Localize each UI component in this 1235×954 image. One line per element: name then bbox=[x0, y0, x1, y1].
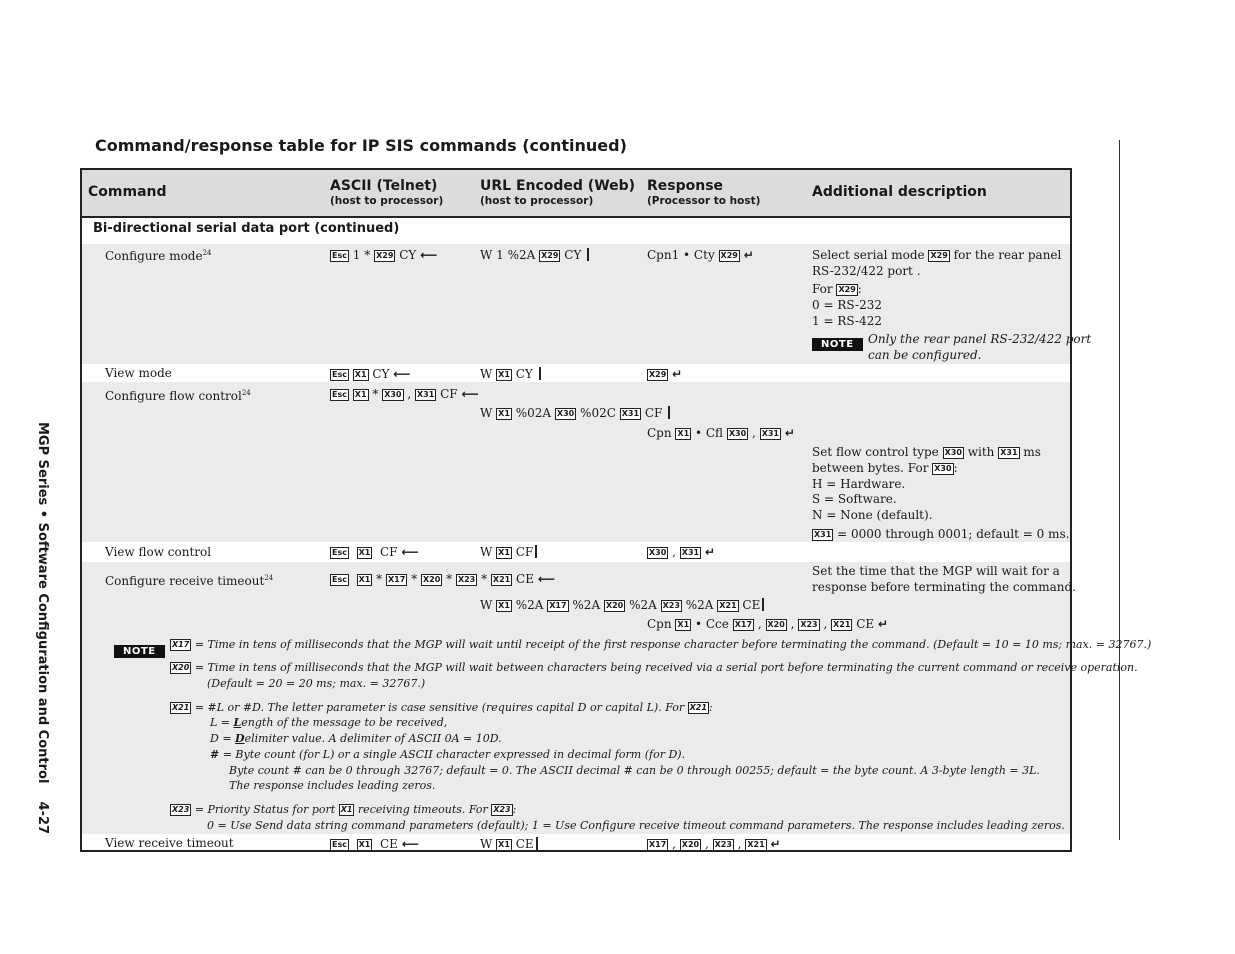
var-x29: X29 bbox=[649, 370, 667, 379]
url-configure-flow bbox=[480, 405, 670, 421]
var-x20: X20 bbox=[172, 663, 190, 672]
header-response-label: Response bbox=[647, 178, 724, 194]
response-text: Cpn bbox=[647, 617, 672, 631]
desc-configure-mode-2: RS-232/422 port . bbox=[812, 264, 921, 278]
note-text: L bbox=[233, 716, 242, 729]
var-x29: X29 bbox=[720, 251, 738, 260]
url-text: CY bbox=[515, 367, 533, 381]
note-text: D bbox=[235, 732, 245, 745]
ascii-text: * bbox=[376, 572, 383, 586]
ascii-text: CE bbox=[516, 572, 534, 586]
ascii-text: , bbox=[407, 387, 412, 401]
var-x21: X21 bbox=[719, 601, 737, 610]
url-text: %2A bbox=[572, 598, 601, 612]
var-x1: X1 bbox=[498, 548, 510, 557]
url-text: %2A bbox=[629, 598, 657, 612]
var-x23: X23 bbox=[800, 620, 818, 629]
note-label: NOTE bbox=[812, 338, 863, 351]
response-text: CE bbox=[856, 617, 875, 631]
command-table bbox=[80, 168, 1152, 852]
resp-configure-timeout bbox=[647, 616, 888, 632]
url-text: W bbox=[480, 406, 493, 420]
cmd-configure-timeout-label: Configure receive timeout bbox=[105, 574, 265, 588]
cmd-configure-flow bbox=[105, 385, 251, 404]
ascii-text: CF bbox=[379, 545, 398, 559]
ascii-text: * bbox=[372, 387, 379, 401]
esc-key: Esc bbox=[332, 548, 347, 557]
var-x31: X31 bbox=[416, 390, 435, 399]
cmd-configure-mode bbox=[105, 245, 212, 264]
header-description-label: Additional description bbox=[812, 184, 987, 200]
var-x31: X31 bbox=[1000, 448, 1018, 457]
note-text: = Byte count (for L) or a single ASCII character expressed in decimal form (for D). bbox=[222, 748, 686, 761]
var-x20: X20 bbox=[767, 620, 785, 629]
esc-key: Esc bbox=[332, 390, 347, 399]
var-x20: X20 bbox=[605, 601, 624, 610]
resp-configure-mode bbox=[647, 247, 754, 263]
pipe-icon bbox=[587, 248, 589, 261]
desc-text: = 0000 through 0001; default = 0 ms. bbox=[837, 527, 1070, 541]
note-text: = Time in tens of milliseconds that the MGP will wait until receipt of the first response character before terminating the command. (Default = 10 = 10 ms; max. = 32767.) bbox=[194, 638, 1152, 651]
desc-configure-mode-1 bbox=[812, 247, 1061, 263]
ascii-text: * bbox=[481, 572, 488, 586]
note-text: L = bbox=[210, 716, 231, 729]
footnote-ref: 24 bbox=[202, 249, 212, 257]
cmd-view-mode: View mode bbox=[105, 366, 172, 380]
url-text: %02A bbox=[515, 406, 552, 420]
response-text: , bbox=[672, 545, 676, 559]
var-x17: X17 bbox=[649, 840, 667, 849]
var-x1: X1 bbox=[354, 390, 367, 399]
note-configure-mode-2: can be configured. bbox=[868, 348, 982, 362]
header-command bbox=[88, 184, 167, 200]
var-x1: X1 bbox=[677, 429, 690, 438]
response-text: Cpn bbox=[647, 426, 672, 440]
right-margin-rule bbox=[1119, 140, 1120, 840]
response-text: , bbox=[823, 617, 828, 631]
var-x21: X21 bbox=[689, 703, 707, 712]
var-x30: X30 bbox=[649, 548, 667, 557]
url-configure-mode bbox=[480, 247, 589, 263]
page-number: 4-27 bbox=[35, 801, 50, 835]
note-x23-b: 0 = Use Send data string command parameters (default); 1 = Use Configure receive timeout command parameters. The response includes leading zeros. bbox=[207, 819, 1065, 832]
note-badge bbox=[114, 639, 165, 658]
var-x30: X30 bbox=[556, 409, 575, 418]
url-text: CE bbox=[515, 837, 534, 851]
desc-text: for the rear panel bbox=[953, 248, 1062, 262]
var-x1: X1 bbox=[354, 370, 367, 379]
header-description bbox=[812, 184, 987, 200]
var-x21: X21 bbox=[492, 575, 511, 584]
note-x21-a bbox=[170, 700, 713, 716]
ascii-view-mode bbox=[330, 366, 411, 382]
url-text: W bbox=[480, 837, 493, 851]
footnote-ref: 24 bbox=[264, 574, 274, 582]
desc-text: : bbox=[953, 461, 958, 475]
var-x29: X29 bbox=[930, 251, 948, 260]
var-x17: X17 bbox=[388, 575, 406, 584]
var-x1: X1 bbox=[358, 840, 371, 849]
section-title: Bi-directional serial data port (continued) bbox=[93, 221, 400, 236]
var-x1: X1 bbox=[498, 840, 510, 849]
left-arrow-icon: ⟵ bbox=[401, 837, 419, 851]
desc-configure-timeout-1: Set the time that the MGP will wait for a bbox=[812, 564, 1060, 578]
return-arrow-icon: ↵ bbox=[770, 837, 781, 851]
ascii-configure-mode bbox=[330, 247, 437, 263]
var-x1: X1 bbox=[498, 370, 510, 379]
url-text: W 1 %2A bbox=[480, 248, 536, 262]
note-configure-mode-1: Only the rear panel RS-232/422 port bbox=[868, 332, 1092, 346]
note-x21-l bbox=[210, 715, 447, 731]
desc-configure-flow-1 bbox=[812, 444, 1041, 460]
note-x21-d bbox=[210, 731, 502, 747]
var-x17: X17 bbox=[549, 601, 567, 610]
note-x20-a bbox=[170, 660, 1138, 676]
pipe-icon bbox=[668, 406, 670, 419]
url-text: %02C bbox=[580, 406, 616, 420]
var-x20: X20 bbox=[422, 575, 441, 584]
desc-configure-mode-5: 1 = RS-422 bbox=[812, 314, 882, 328]
desc-configure-flow-4: S = Software. bbox=[812, 492, 897, 506]
esc-key: Esc bbox=[332, 840, 347, 849]
var-x31: X31 bbox=[814, 530, 832, 539]
return-arrow-icon: ↵ bbox=[704, 545, 715, 559]
note-label: NOTE bbox=[114, 645, 165, 658]
url-text: %2A bbox=[685, 598, 714, 612]
side-label: MGP Series • Software Configuration and Control bbox=[35, 422, 50, 784]
left-arrow-icon: ⟵ bbox=[461, 387, 479, 401]
ascii-text: 1 * bbox=[352, 248, 371, 262]
url-text: CF bbox=[644, 406, 663, 420]
url-text: CE bbox=[742, 598, 761, 612]
var-x1: X1 bbox=[677, 620, 690, 629]
ascii-text: * bbox=[411, 572, 418, 586]
header-url-label: URL Encoded (Web) bbox=[480, 178, 636, 194]
side-running-header bbox=[32, 422, 50, 852]
footnote-ref: 24 bbox=[241, 389, 251, 397]
response-text: , bbox=[672, 837, 676, 851]
ascii-text: * bbox=[446, 572, 453, 586]
var-x23: X23 bbox=[172, 805, 190, 814]
url-view-mode bbox=[480, 366, 541, 382]
response-text: , bbox=[757, 617, 762, 631]
note-text: D = bbox=[210, 732, 232, 745]
header-ascii bbox=[330, 178, 443, 207]
header-ascii-sublabel: (host to processor) bbox=[330, 195, 444, 207]
var-x23: X23 bbox=[714, 840, 732, 849]
var-x1: X1 bbox=[498, 601, 510, 610]
url-text: W bbox=[480, 545, 493, 559]
var-x17: X17 bbox=[734, 620, 753, 629]
var-x30: X30 bbox=[944, 448, 962, 457]
return-arrow-icon: ↵ bbox=[743, 248, 754, 262]
ascii-view-flow bbox=[330, 544, 419, 560]
var-x30: X30 bbox=[728, 429, 747, 438]
pipe-icon bbox=[539, 367, 541, 380]
note-text: receiving timeouts. For bbox=[357, 803, 488, 816]
ascii-text: CF bbox=[440, 387, 458, 401]
response-text: , bbox=[790, 617, 795, 631]
note-x21-e: Byte count # can be 0 through 32767; default = 0. The ASCII decimal # can be 0 through 00255; default = the byte count. A 3-byte length = 3L. bbox=[229, 764, 1040, 777]
note-text: = Time in tens of milliseconds that the MGP will wait between characters being received via a serial port before terminating the current command or receive operation. bbox=[194, 661, 1138, 674]
var-x1: X1 bbox=[358, 575, 371, 584]
note-x17 bbox=[170, 637, 1151, 653]
header-response bbox=[647, 178, 760, 207]
var-x21: X21 bbox=[172, 703, 190, 712]
desc-configure-mode-4: 0 = RS-232 bbox=[812, 298, 882, 312]
cmd-view-timeout: View receive timeout bbox=[105, 836, 234, 850]
ascii-view-timeout bbox=[330, 836, 419, 852]
var-x23: X23 bbox=[662, 601, 680, 610]
ascii-text: CY bbox=[399, 248, 417, 262]
desc-configure-mode-3 bbox=[812, 281, 862, 297]
return-arrow-icon: ↵ bbox=[672, 367, 683, 381]
var-x29: X29 bbox=[838, 285, 856, 294]
page-title: Command/response table for IP SIS commands (continued) bbox=[95, 136, 627, 155]
desc-configure-timeout-2: response before terminating the command. bbox=[812, 580, 1076, 594]
left-arrow-icon: ⟵ bbox=[537, 572, 556, 586]
note-text: : bbox=[708, 701, 713, 714]
url-text: CY bbox=[564, 248, 582, 262]
esc-key: Esc bbox=[332, 370, 347, 379]
cmd-configure-mode-label: Configure mode bbox=[105, 249, 203, 263]
table-header bbox=[82, 170, 1070, 218]
desc-configure-flow-2 bbox=[812, 460, 958, 476]
var-x31: X31 bbox=[681, 548, 700, 557]
url-text: W bbox=[480, 598, 493, 612]
ascii-configure-flow bbox=[330, 386, 479, 402]
var-x23: X23 bbox=[457, 575, 476, 584]
note-text: = Priority Status for port bbox=[194, 803, 336, 816]
header-response-sublabel: (Processor to host) bbox=[647, 195, 761, 207]
url-text: %2A bbox=[515, 598, 544, 612]
esc-key: Esc bbox=[332, 575, 347, 584]
url-configure-timeout bbox=[480, 597, 764, 613]
var-x31: X31 bbox=[621, 409, 640, 418]
cmd-configure-timeout bbox=[105, 570, 273, 589]
response-text: • Cfl bbox=[694, 426, 724, 440]
var-x29: X29 bbox=[376, 251, 394, 260]
cmd-configure-flow-label: Configure flow control bbox=[105, 389, 242, 403]
desc-configure-flow-6 bbox=[812, 526, 1069, 542]
var-x21: X21 bbox=[747, 840, 765, 849]
desc-configure-flow-3: H = Hardware. bbox=[812, 477, 906, 491]
var-x20: X20 bbox=[681, 840, 700, 849]
response-text: , bbox=[704, 837, 709, 851]
response-text: Cpn1 • Cty bbox=[647, 248, 715, 262]
pipe-icon bbox=[762, 598, 764, 611]
response-text: • Cce bbox=[694, 617, 729, 631]
left-arrow-icon: ⟵ bbox=[401, 545, 419, 559]
note-text: elimiter value. A delimiter of ASCII 0A = 10D. bbox=[244, 732, 502, 745]
url-text: CF bbox=[515, 545, 534, 559]
esc-key: Esc bbox=[332, 251, 347, 260]
desc-text: Select serial mode bbox=[812, 248, 925, 262]
header-url bbox=[480, 178, 635, 207]
response-text: , bbox=[737, 837, 742, 851]
cmd-view-flow: View flow control bbox=[105, 545, 212, 559]
note-x21-hash bbox=[210, 747, 685, 763]
var-x21: X21 bbox=[833, 620, 851, 629]
desc-text: ms bbox=[1023, 445, 1041, 459]
desc-text: : bbox=[857, 282, 862, 296]
note-x20-b: (Default = 20 = 20 ms; max. = 32767.) bbox=[207, 677, 426, 690]
note-text: = #L or #D. The letter parameter is case sensitive (requires capital D or capital L). For bbox=[194, 701, 685, 714]
return-arrow-icon: ↵ bbox=[784, 426, 795, 440]
var-x31: X31 bbox=[761, 429, 779, 438]
desc-text: Set flow control type bbox=[812, 445, 939, 459]
resp-configure-flow bbox=[647, 425, 795, 441]
pipe-icon bbox=[536, 837, 538, 850]
header-ascii-label: ASCII (Telnet) bbox=[330, 178, 438, 194]
var-x30: X30 bbox=[934, 464, 952, 473]
left-arrow-icon: ⟵ bbox=[393, 367, 411, 381]
var-x23: X23 bbox=[493, 805, 511, 814]
var-x1: X1 bbox=[358, 548, 371, 557]
note-text: : bbox=[512, 803, 517, 816]
ascii-text: CE bbox=[379, 837, 398, 851]
note-text: ength of the message to be received, bbox=[241, 716, 448, 729]
header-url-sublabel: (host to processor) bbox=[480, 195, 594, 207]
desc-text: For bbox=[812, 282, 833, 296]
ascii-text: CY bbox=[372, 367, 390, 381]
desc-text: between bytes. For bbox=[812, 461, 929, 475]
var-x29: X29 bbox=[541, 251, 559, 260]
response-text: , bbox=[752, 426, 756, 440]
url-text: W bbox=[480, 367, 493, 381]
desc-text: with bbox=[967, 445, 995, 459]
var-x17: X17 bbox=[172, 640, 190, 649]
return-arrow-icon: ↵ bbox=[878, 617, 889, 631]
note-text: # bbox=[210, 748, 220, 761]
var-x30: X30 bbox=[384, 390, 402, 399]
left-arrow-icon: ⟵ bbox=[420, 248, 438, 262]
var-x1: X1 bbox=[498, 409, 510, 418]
resp-view-mode bbox=[647, 366, 682, 382]
var-x1: X1 bbox=[340, 805, 353, 814]
header-command-label: Command bbox=[88, 184, 167, 200]
url-view-timeout bbox=[480, 836, 538, 852]
pipe-icon bbox=[535, 545, 537, 558]
resp-view-timeout bbox=[647, 836, 781, 852]
desc-configure-flow-5: N = None (default). bbox=[812, 508, 933, 522]
ascii-configure-timeout bbox=[330, 571, 555, 587]
note-badge bbox=[812, 332, 863, 351]
note-x21-f: The response includes leading zeros. bbox=[229, 779, 436, 792]
note-x23-a bbox=[170, 802, 516, 818]
resp-view-flow bbox=[647, 544, 715, 560]
url-view-flow bbox=[480, 544, 537, 560]
